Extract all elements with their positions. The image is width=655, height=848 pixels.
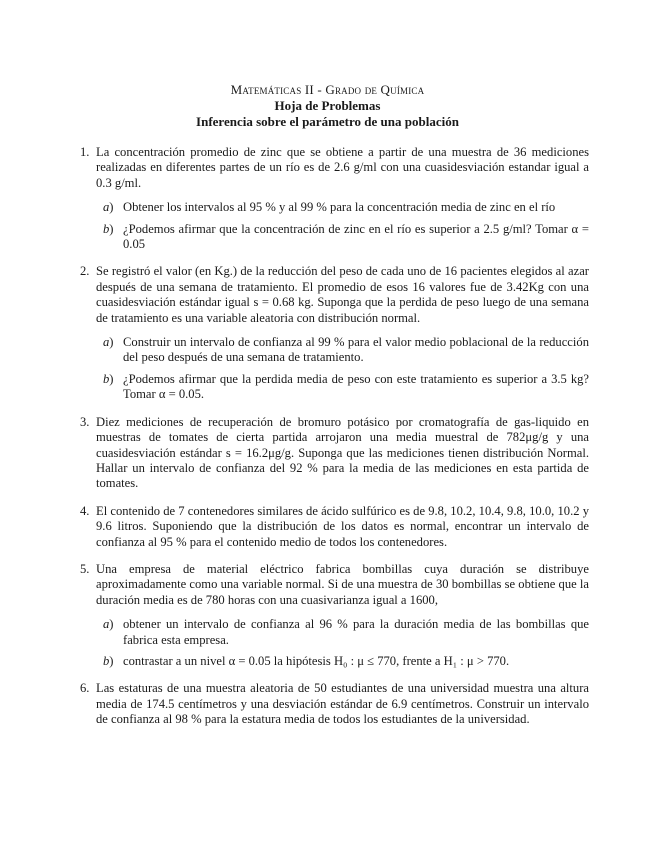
subquestion-label: a)	[103, 335, 114, 350]
subquestion-text: obtener un intervalo de confianza al 96 % para la duración media de las bombillas que fabrica esta empresa.	[123, 617, 589, 647]
subquestion-2a	[103, 335, 589, 366]
subquestion-1b	[103, 221, 589, 253]
problem-4	[80, 504, 589, 550]
topic-title: Inferencia sobre el parámetro de una población	[196, 114, 459, 129]
sheet-title: Hoja de Problemas	[274, 98, 381, 113]
problem-number: 5.	[80, 561, 90, 576]
subquestion-label: b)	[103, 221, 114, 236]
problem-text: La concentración promedio de zinc que se obtiene a partir de una muestra de 36 mediciones realizadas en diferentes partes de un río es de 2.6 g/ml con una cuasidesviación estandar igual a 0.3 g/ml.	[96, 145, 589, 190]
subquestion-label: b)	[103, 371, 114, 386]
problem-number: 4.	[80, 503, 90, 518]
subquestion-text: ¿Podemos afirmar que la perdida media de peso con este tratamiento es superior a 3.5 kg? Tomar α = 0.05.	[123, 371, 589, 402]
subquestion-5b	[103, 653, 589, 669]
subquestion-2b	[103, 371, 589, 403]
subquestion-1a	[103, 200, 589, 215]
subquestion-label: a)	[103, 617, 114, 632]
problem-text: Una empresa de material eléctrico fabrica bombillas cuya duración se distribuye aproximadamente como una variable normal. Si de una muestra de 30 bombillas se obtiene que la duración media es de 780 horas con una cuasivarianza igual a 1600,	[96, 561, 589, 607]
problem-text: Se registró el valor (en Kg.) de la reducción del peso de cada uno de 16 pacientes elegidos al azar después de una semana de tratamiento. El promedio de esos 16 valores fue de 3.42Kg con una cuasidesviación estándar igual s = 0.68 kg. Suponga que la perdida de peso luego de una semana de tratamiento es una variable aleatoria con distribución normal.	[96, 264, 589, 325]
subquestion-text: ¿Podemos afirmar que la concentración de zinc en el río es superior a 2.5 g/ml? Tomar α = 0.05	[123, 221, 589, 252]
problem-number: 2.	[80, 264, 90, 279]
problem-5	[80, 562, 589, 669]
subquestion-label: a)	[103, 200, 114, 215]
subquestion-list	[96, 335, 589, 403]
subquestion-label: b)	[103, 653, 114, 668]
problem-number: 1.	[80, 145, 90, 159]
document-header	[0, 82, 655, 130]
subquestion-5a	[103, 617, 589, 648]
problem-text: Las estaturas de una muestra aleatoria de 50 estudiantes de una universidad muestra una altura media de 174.5 centímetros y una desviación estándar de 6.9 centímetros. Construir un intervalo de confianza al 98 % para la estatura media de todos los estudiantes de la universidad.	[96, 681, 589, 727]
problem-1	[80, 145, 589, 252]
subquestion-text: contrastar a un nivel α = 0.05 la hipótesis H₀ : μ ≤ 770, frente a H₁ : μ > 770.	[123, 653, 510, 668]
course-title: Matemáticas II - Grado de Química	[230, 82, 425, 97]
problem-number: 6.	[80, 681, 90, 696]
problem-3	[80, 415, 589, 492]
problem-text: El contenido de 7 contenedores similares de ácido sulfúrico es de 9.8, 10.2, 10.4, 9.8, 10.0, 10.2 y 9.6 litros. Suponiendo que la distribución de los datos es normal, encontrar un intervalo de confianza al 95 % para el contenido medio de todos los contenedores.	[96, 503, 589, 549]
problem-number: 3.	[80, 414, 90, 429]
problem-2	[80, 264, 589, 402]
subquestion-list	[96, 200, 589, 252]
problem-text: Diez mediciones de recuperación de bromuro potásico por cromatografía de gas-liquido en muestras de tomates de cierta partida arrojaron una media muestral de 782μg/g y una cuasidesviación estándar s = 16.2μg/g. Suponga que las mediciones tienen distribución Normal. Hallar un intervalo de confianza del 92 % para la media de las mediciones en esta partida de tomates.	[96, 414, 589, 491]
subquestion-list	[96, 617, 589, 669]
subquestion-text: Obtener los intervalos al 95 % y al 99 % para la concentración media de zinc en el río	[123, 200, 556, 215]
subquestion-text: Construir un intervalo de confianza al 99 % para el valor medio poblacional de la reducción del peso después de una semana de tratamiento.	[123, 335, 589, 365]
problem-6	[80, 681, 589, 727]
problem-list	[80, 145, 589, 728]
